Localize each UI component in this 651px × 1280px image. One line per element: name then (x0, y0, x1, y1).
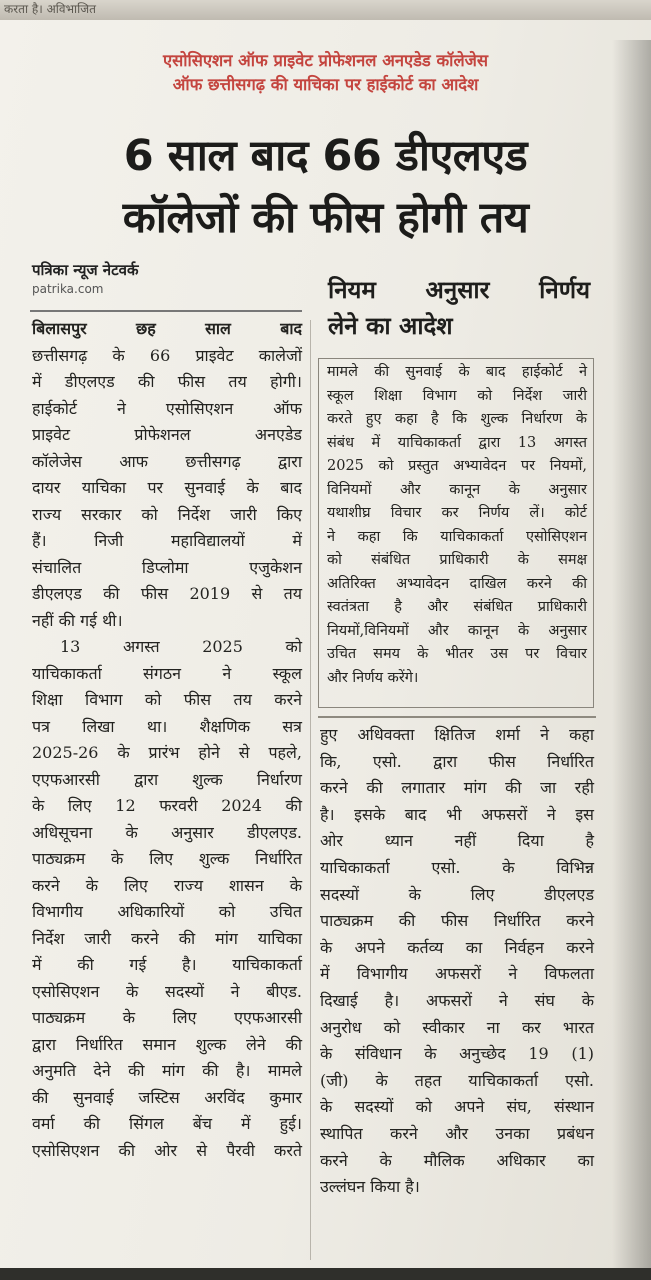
text-line: यथाशीघ्र विचार कर निर्णय लें। कोर्ट (327, 505, 587, 521)
text-line: अधिसूचना के अनुसार डीएलएड. (32, 822, 302, 842)
text-line: में की गई है। याचिकाकर्ता (32, 955, 302, 974)
subhead-line-2: लेने का आदेश (328, 312, 453, 340)
text-line: हाईकोर्ट ने एसोसिएशन ऑफ (32, 398, 302, 418)
text-line: नियमों,विनियमों और कानून के अनुसार (327, 622, 587, 639)
text-line: एसोसिएशन की ओर से पैरवी करते (32, 1140, 302, 1160)
text-line: अनुरोध को स्वीकार ना कर भारत (320, 1017, 594, 1037)
text-line: दिखाई है। अफसरों ने संघ के (320, 990, 594, 1010)
text-line: संबंध में याचिकाकर्ता द्वारा 13 अगस्त (327, 434, 587, 451)
text-line: में विभागीय अफसरों ने विफलता (320, 964, 594, 984)
page-edge-shadow (612, 40, 651, 1270)
kicker-line-1: एसोसिएशन ऑफ प्राइवेट प्रोफेशनल अनएडेड कॉलेजेस (162, 51, 489, 70)
text-line: मामले की सुनवाई के बाद हाईकोर्ट ने (327, 364, 587, 380)
text-line: करते हुए कहा है कि शुल्क निर्धारण के (327, 411, 587, 427)
text-line: राज्य सरकार को निर्देश जारी किए (32, 504, 302, 524)
text-line: 2025-26 के प्रारंभ होने से पहले, (32, 743, 302, 762)
sidebar-bottom-rule (318, 716, 596, 718)
sidebar-subhead (328, 272, 590, 344)
text-line: पाठ्यक्रम की फीस निर्धारित करने (320, 911, 594, 931)
text-line: वर्मा की सिंगल बेंच में हुई। (32, 1114, 302, 1133)
text-line: स्वतंत्रता है और संबंधित प्राधिकारी (327, 599, 587, 615)
text-line: 13 अगस्त 2025 को (60, 637, 302, 656)
text-line: के संविधान के अनुच्छेद 19 (1) (320, 1044, 594, 1064)
text-line: दायर याचिका पर सुनवाई के बाद (32, 478, 302, 497)
headline-line-2: कॉलेजों की फीस होगी तय (122, 193, 529, 243)
byline-site: patrika.com (32, 282, 104, 296)
text-line: प्राइवेट प्रोफेशनल अनएडेड (32, 425, 302, 444)
headline-line-1: 6 साल बाद 66 डीएलएड (123, 131, 528, 181)
text-line: ने कहा कि याचिकाकर्ता एसोसिएशन (327, 528, 587, 545)
byline-rule (30, 310, 302, 312)
text-line: याचिकाकर्ता संगठन ने स्कूल (32, 663, 302, 683)
text-line: डीएलएड की फीस 2019 से तय (32, 584, 302, 603)
text-line: उल्लंघन किया है। (320, 1177, 420, 1197)
text-line: नहीं की गई थी। (32, 610, 123, 630)
kicker-line-2: ऑफ छत्तीसगढ़ की याचिका पर हाईकोर्ट का आदेश (172, 75, 479, 94)
text-line: के सदस्यों को अपने संघ, संस्थान (320, 1097, 594, 1117)
text-line: के अपने कर्तव्य का निर्वहन करने (320, 937, 594, 957)
byline-name: पत्रिका न्यूज नेटवर्क (32, 261, 139, 279)
text-line: पत्र लिखा था। शैक्षणिक सत्र (32, 716, 302, 736)
background-surface (0, 1268, 651, 1280)
text-line: सदस्यों के लिए डीएलएड (320, 884, 594, 904)
text-line: स्कूल शिक्षा विभाग को निर्देश जारी (327, 387, 587, 404)
text-line: विनियमों और कानून के अनुसार (327, 481, 587, 498)
text-line: विभागीय अधिकारियों को उचित (32, 902, 302, 921)
text-line: अनुमति देने की मांग की है। मामले (32, 1061, 302, 1080)
text-line: शिक्षा विभाग को फीस तय करने (32, 690, 302, 709)
subhead-line-1: नियम अनुसार निर्णय (328, 276, 590, 304)
text-line: में डीएलएड की फीस तय होगी। (32, 372, 302, 391)
text-line: करने के लिए राज्य शासन के (32, 875, 302, 895)
sidebar-box (318, 358, 594, 708)
text-line: पाठ्यक्रम के लिए शुल्क निर्धारित (32, 849, 302, 868)
newspaper-clipping (0, 20, 651, 1270)
text-line: कि, एसो. द्वारा फीस निर्धारित (320, 751, 594, 771)
text-line: ओर ध्यान नहीं दिया है (320, 831, 594, 851)
byline (32, 260, 302, 298)
text-line: संचालित डिप्लोमा एजुकेशन (32, 557, 302, 577)
text-line: पाठ्यक्रम के लिए एएफआरसी (32, 1008, 302, 1027)
text-line: 2025 को प्रस्तुत अभ्यावेदन पर नियमों, (327, 458, 587, 474)
text-line: उचित समय के भीतर उस पर विचार (327, 646, 587, 662)
right-column (320, 722, 594, 1201)
text-line: (जी) के तहत याचिकाकर्ता एसो. (320, 1070, 594, 1090)
left-paragraph-1 (32, 316, 302, 634)
sidebar-text (327, 361, 587, 690)
text-line: अतिरिक्त अभ्यावेदन दाखिल करने की (327, 575, 587, 592)
text-line: करने के मौलिक अधिकार का (320, 1150, 594, 1170)
previous-page-strip (0, 0, 651, 22)
text-line: बिलासपुर छह साल बाद (32, 319, 302, 338)
text-line: की सुनवाई जस्टिस अरविंद कुमार (32, 1087, 302, 1107)
text-line: निर्देश जारी करने की मांग याचिका (32, 928, 302, 948)
text-line: एसोसिएशन के सदस्यों ने बीएड. (32, 981, 302, 1001)
text-line: के लिए 12 फरवरी 2024 की (32, 796, 302, 815)
cut-off-text: करता है। अविभाजित (4, 2, 96, 16)
text-line: को संबंधित प्राधिकारी के समक्ष (327, 552, 587, 568)
left-paragraph-2 (32, 634, 302, 1164)
text-line: स्थापित करने और उनका प्रबंधन (320, 1123, 594, 1143)
text-line: और निर्णय करेंगे। (327, 669, 419, 686)
left-column (32, 316, 302, 1164)
text-line: है। इसके बाद भी अफसरों ने इस (320, 804, 594, 824)
column-divider (310, 320, 311, 1260)
text-line: हैं। निजी महाविद्यालयों में (32, 531, 302, 550)
text-line: एएफआरसी द्वारा शुल्क निर्धारण (32, 769, 302, 789)
text-line: कॉलेजेस आफ छत्तीसगढ़ द्वारा (32, 451, 302, 471)
text-line: छत्तीसगढ़ के 66 प्राइवेट कालेजों (32, 345, 302, 365)
text-line: याचिकाकर्ता एसो. के विभिन्न (320, 857, 594, 877)
text-line: हुए अधिवक्ता क्षितिज शर्मा ने कहा (320, 725, 594, 744)
text-line: करने की लगातार मांग की जा रही (320, 778, 594, 798)
text-line: द्वारा निर्धारित समान शुल्क लेने की (32, 1034, 302, 1054)
